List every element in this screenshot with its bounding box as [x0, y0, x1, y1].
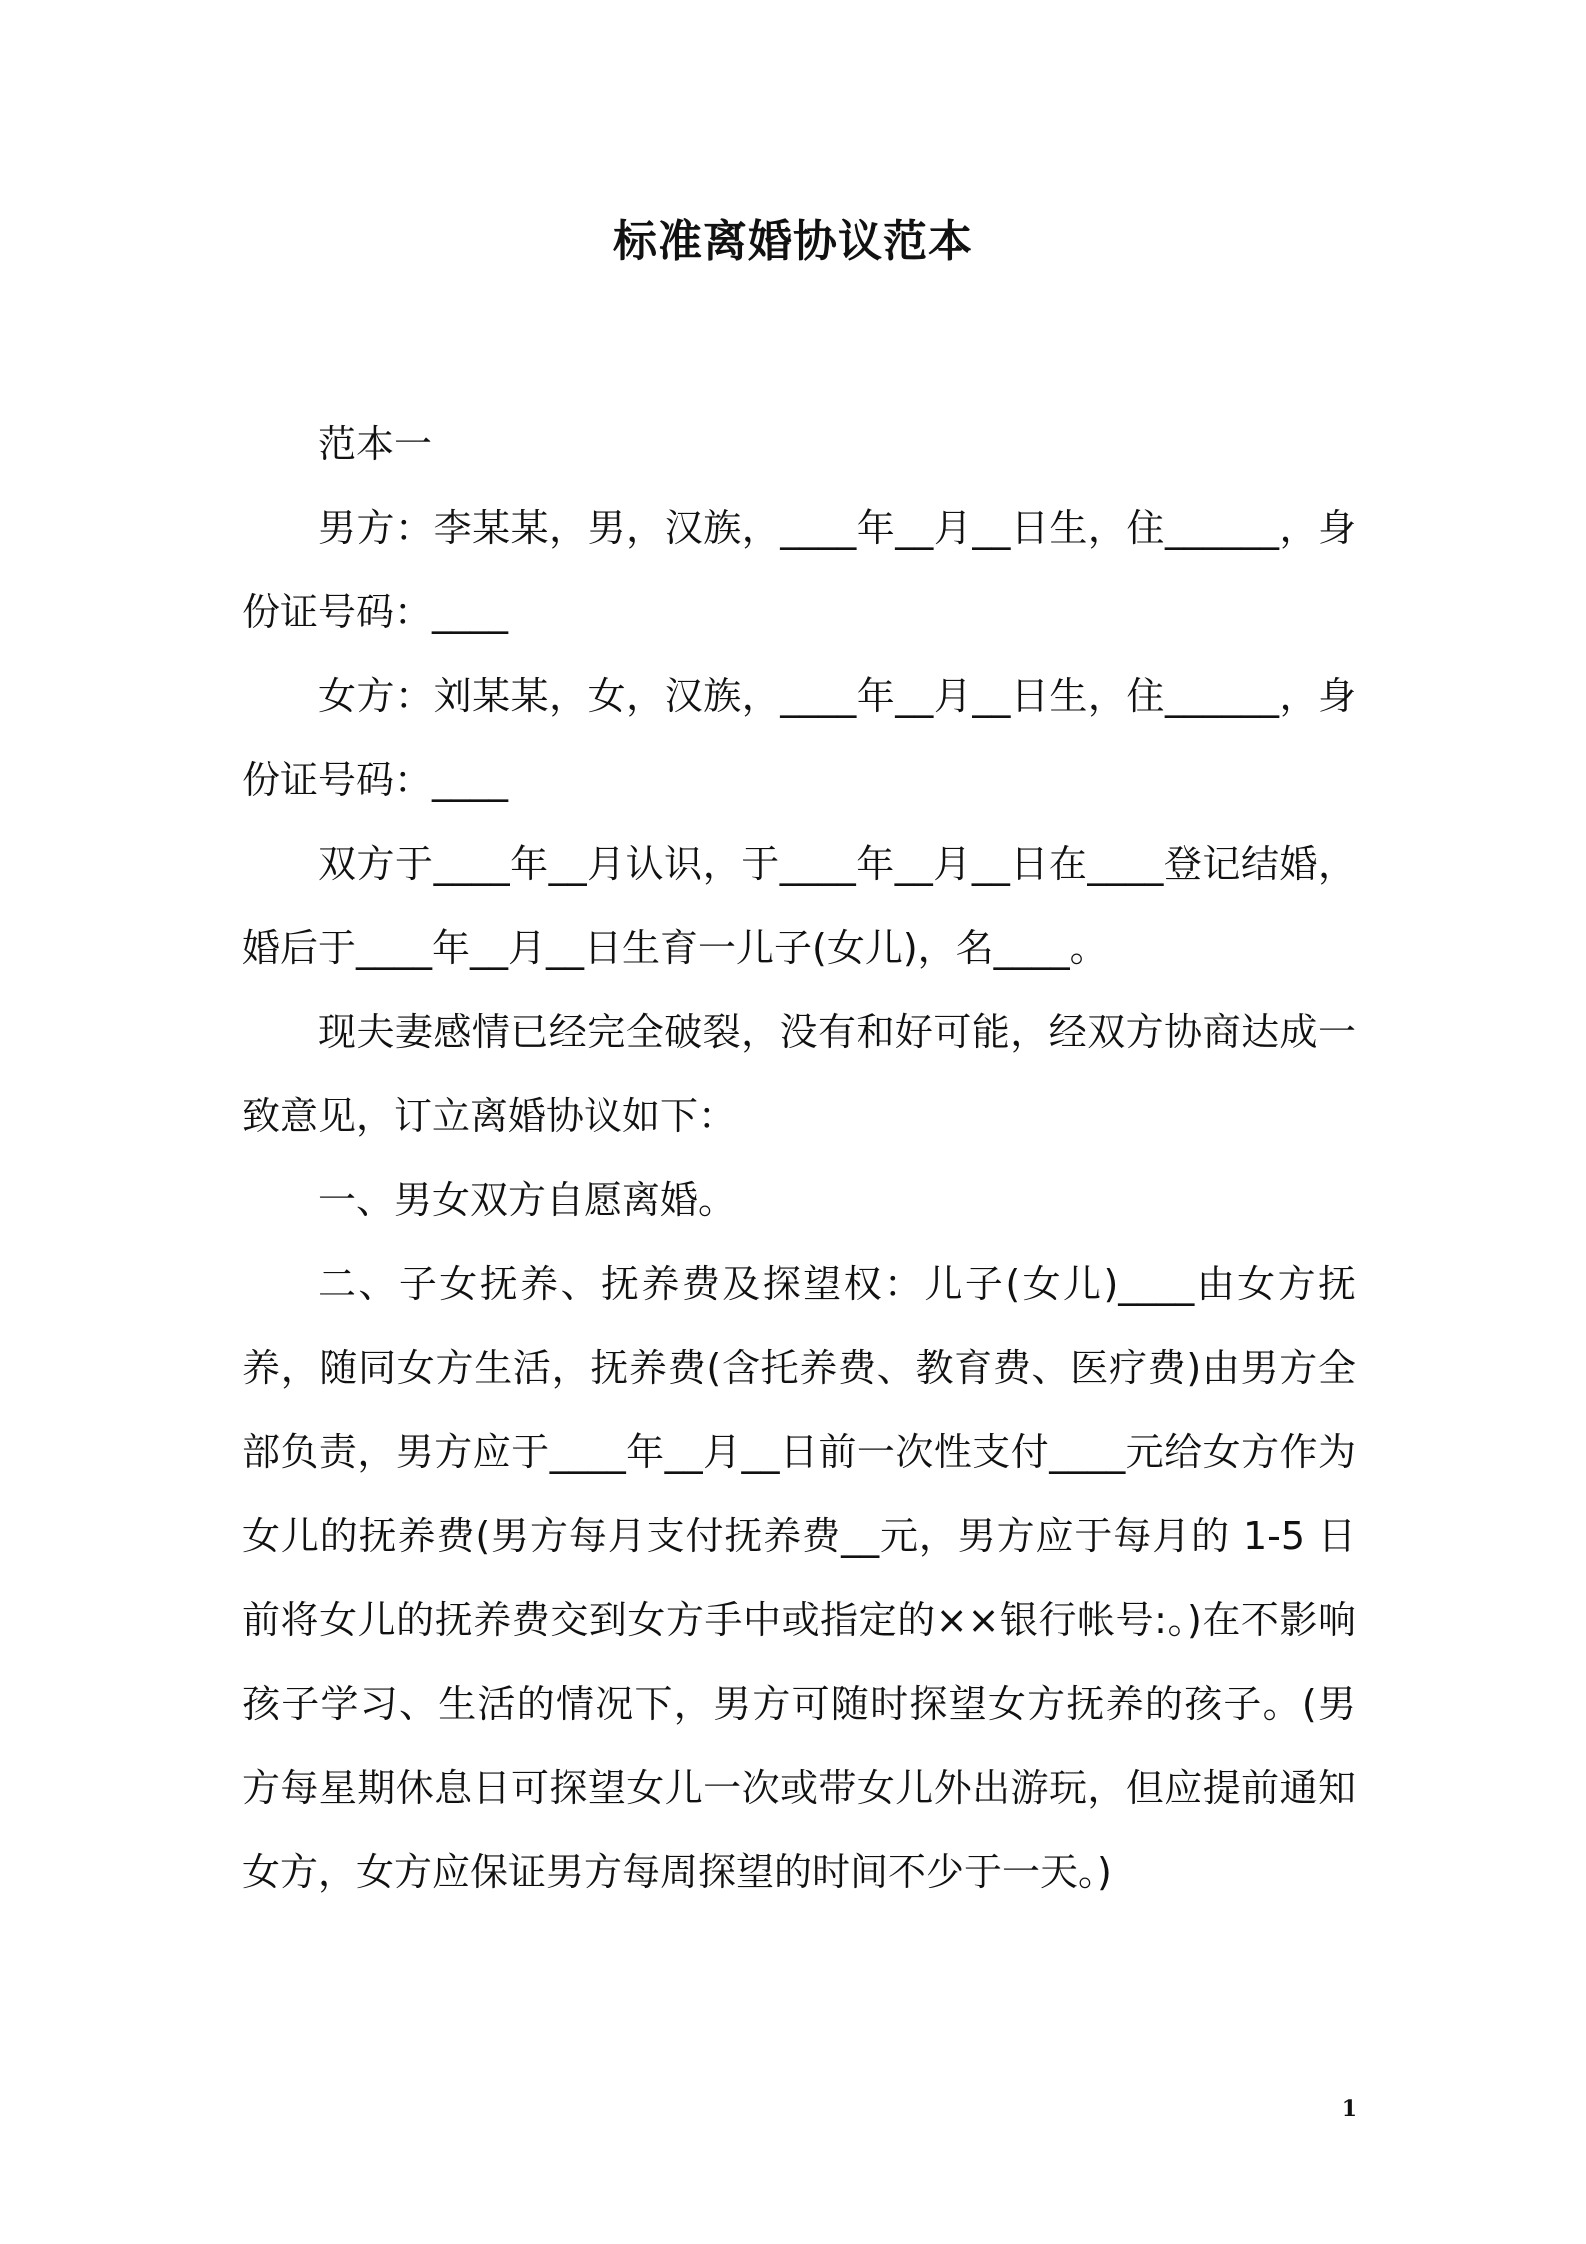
paragraph-male-party: 男方：李某某，男，汉族，____年__月__日生，住______，身份证号码：____: [242, 506, 1356, 634]
document-title: 标准离婚协议范本: [613, 216, 973, 267]
paragraph-clause-one: 一、男女双方自愿离婚。: [318, 1178, 737, 1222]
paragraph-female-party: 女方：刘某某，女，汉族，____年__月__日生，住______，身份证号码：____: [242, 674, 1356, 802]
paragraph-clause-two: 二、子女抚养、抚养费及探望权：儿子(女儿)____由女方抚养，随同女方生活，抚养费(含托养费、教育费、医疗费)由男方全部负责，男方应于____年__月__日前一次性支付____元给女方作为女儿的抚养费(男方每月支付抚养费__元，男方应于每月的 1-5 日前将女儿的抚养费交到女方手中或指定的××银行帐号:。)在不影响孩子学习、生活的情况下，男方可随时探望女方抚养的孩子。(男方每星期休息日可探望女儿一次或带女儿外出游玩，但应提前通知女方，女方应保证男方每周探望的时间不少于一天。): [242, 1262, 1356, 1894]
document-body: [242, 402, 1356, 1914]
paragraph-marriage-info: 双方于____年__月认识，于____年__月__日在____登记结婚，婚后于____年__月__日生育一儿子(女儿)，名____。: [242, 842, 1356, 970]
paragraph-template-label: 范本一: [318, 422, 433, 466]
paragraph-agreement-intro: 现夫妻感情已经完全破裂，没有和好可能，经双方协商达成一致意见，订立离婚协议如下：: [242, 1010, 1356, 1138]
page-number: 1: [1341, 2096, 1357, 2122]
